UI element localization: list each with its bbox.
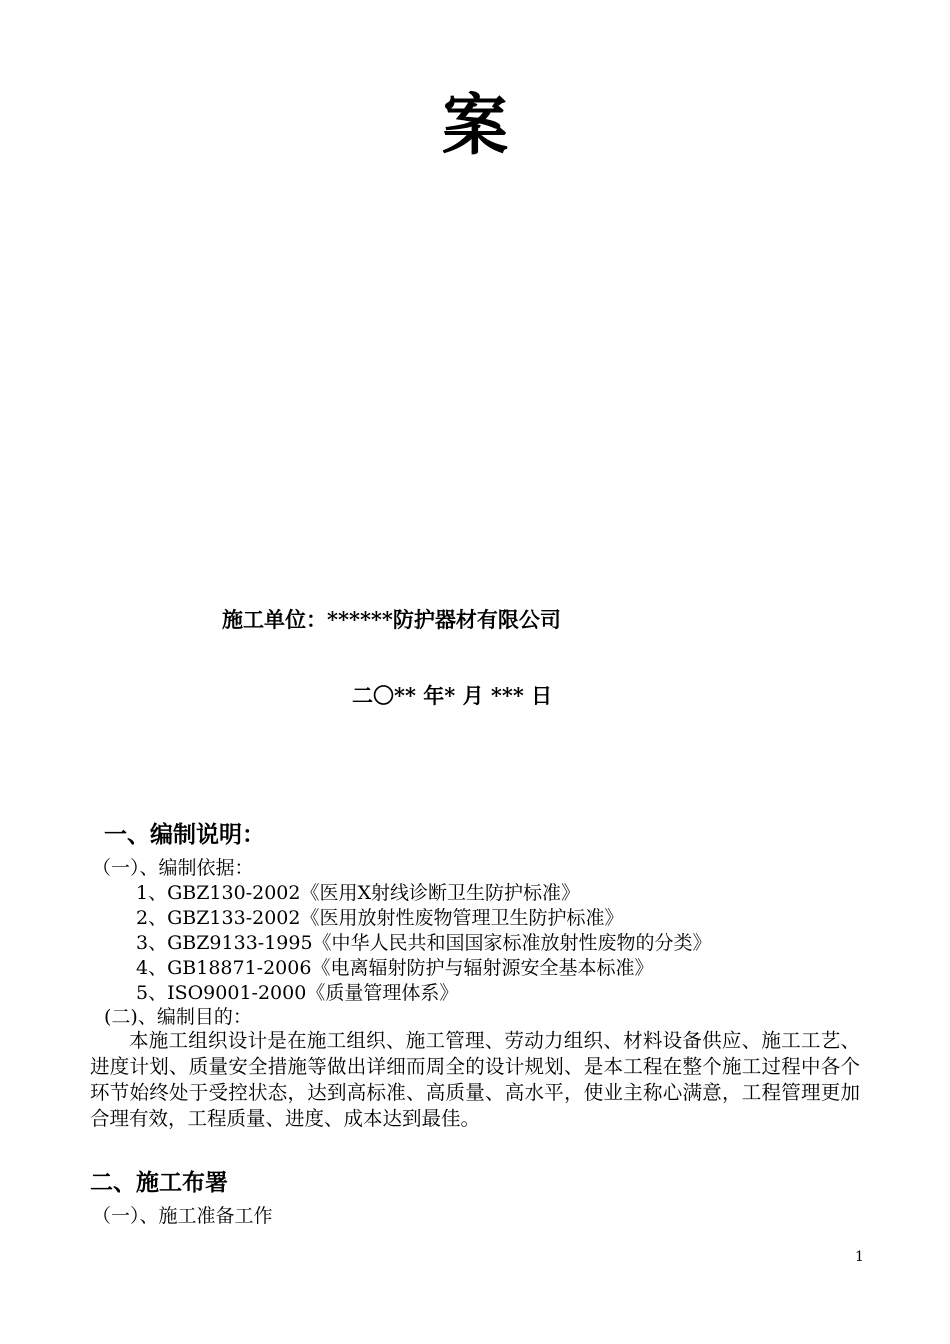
basis-item: 3、GBZ9133-1995《中华人民共和国国家标准放射性废物的分类》 (136, 932, 712, 954)
cover-title: 案 (442, 86, 508, 164)
section-heading-construction-deployment: 二、施工布署 (90, 1169, 228, 1196)
purpose-paragraph: 本施工组织设计是在施工组织、施工管理、劳动力组织、材料设备供应、施工工艺、进度计划、质量安全措施等做出详细而周全的设计规划、是本工程在整个施工过程中各个环节始终处于受控状态，达到高标准、高质量、高水平，使业主称心满意，工程管理更加合理有效，工程质量、进度、成本达到最佳。 (90, 1029, 860, 1130)
basis-item: 5、ISO9001-2000《质量管理体系》 (136, 982, 459, 1004)
date-line: 二〇** 年* 月 *** 日 (352, 683, 553, 708)
basis-item: 4、GB18871-2006《电离辐射防护与辐射源安全基本标准》 (136, 957, 654, 979)
subsection-preparation: （一）、施工准备工作 (92, 1205, 273, 1227)
basis-item: 2、GBZ133-2002《医用放射性废物管理卫生防护标准》 (136, 907, 624, 929)
section-heading-compilation-notes: 一、编制说明： (104, 821, 265, 848)
basis-item: 1、GBZ130-2002《医用X射线诊断卫生防护标准》 (136, 882, 580, 904)
page-number: 1 (855, 1249, 864, 1265)
basis-label: （一）、编制依据： (92, 857, 254, 879)
purpose-label: (二)、编制目的： (104, 1006, 252, 1028)
construction-unit-line: 施工单位：******防护器材有限公司 (222, 607, 561, 632)
